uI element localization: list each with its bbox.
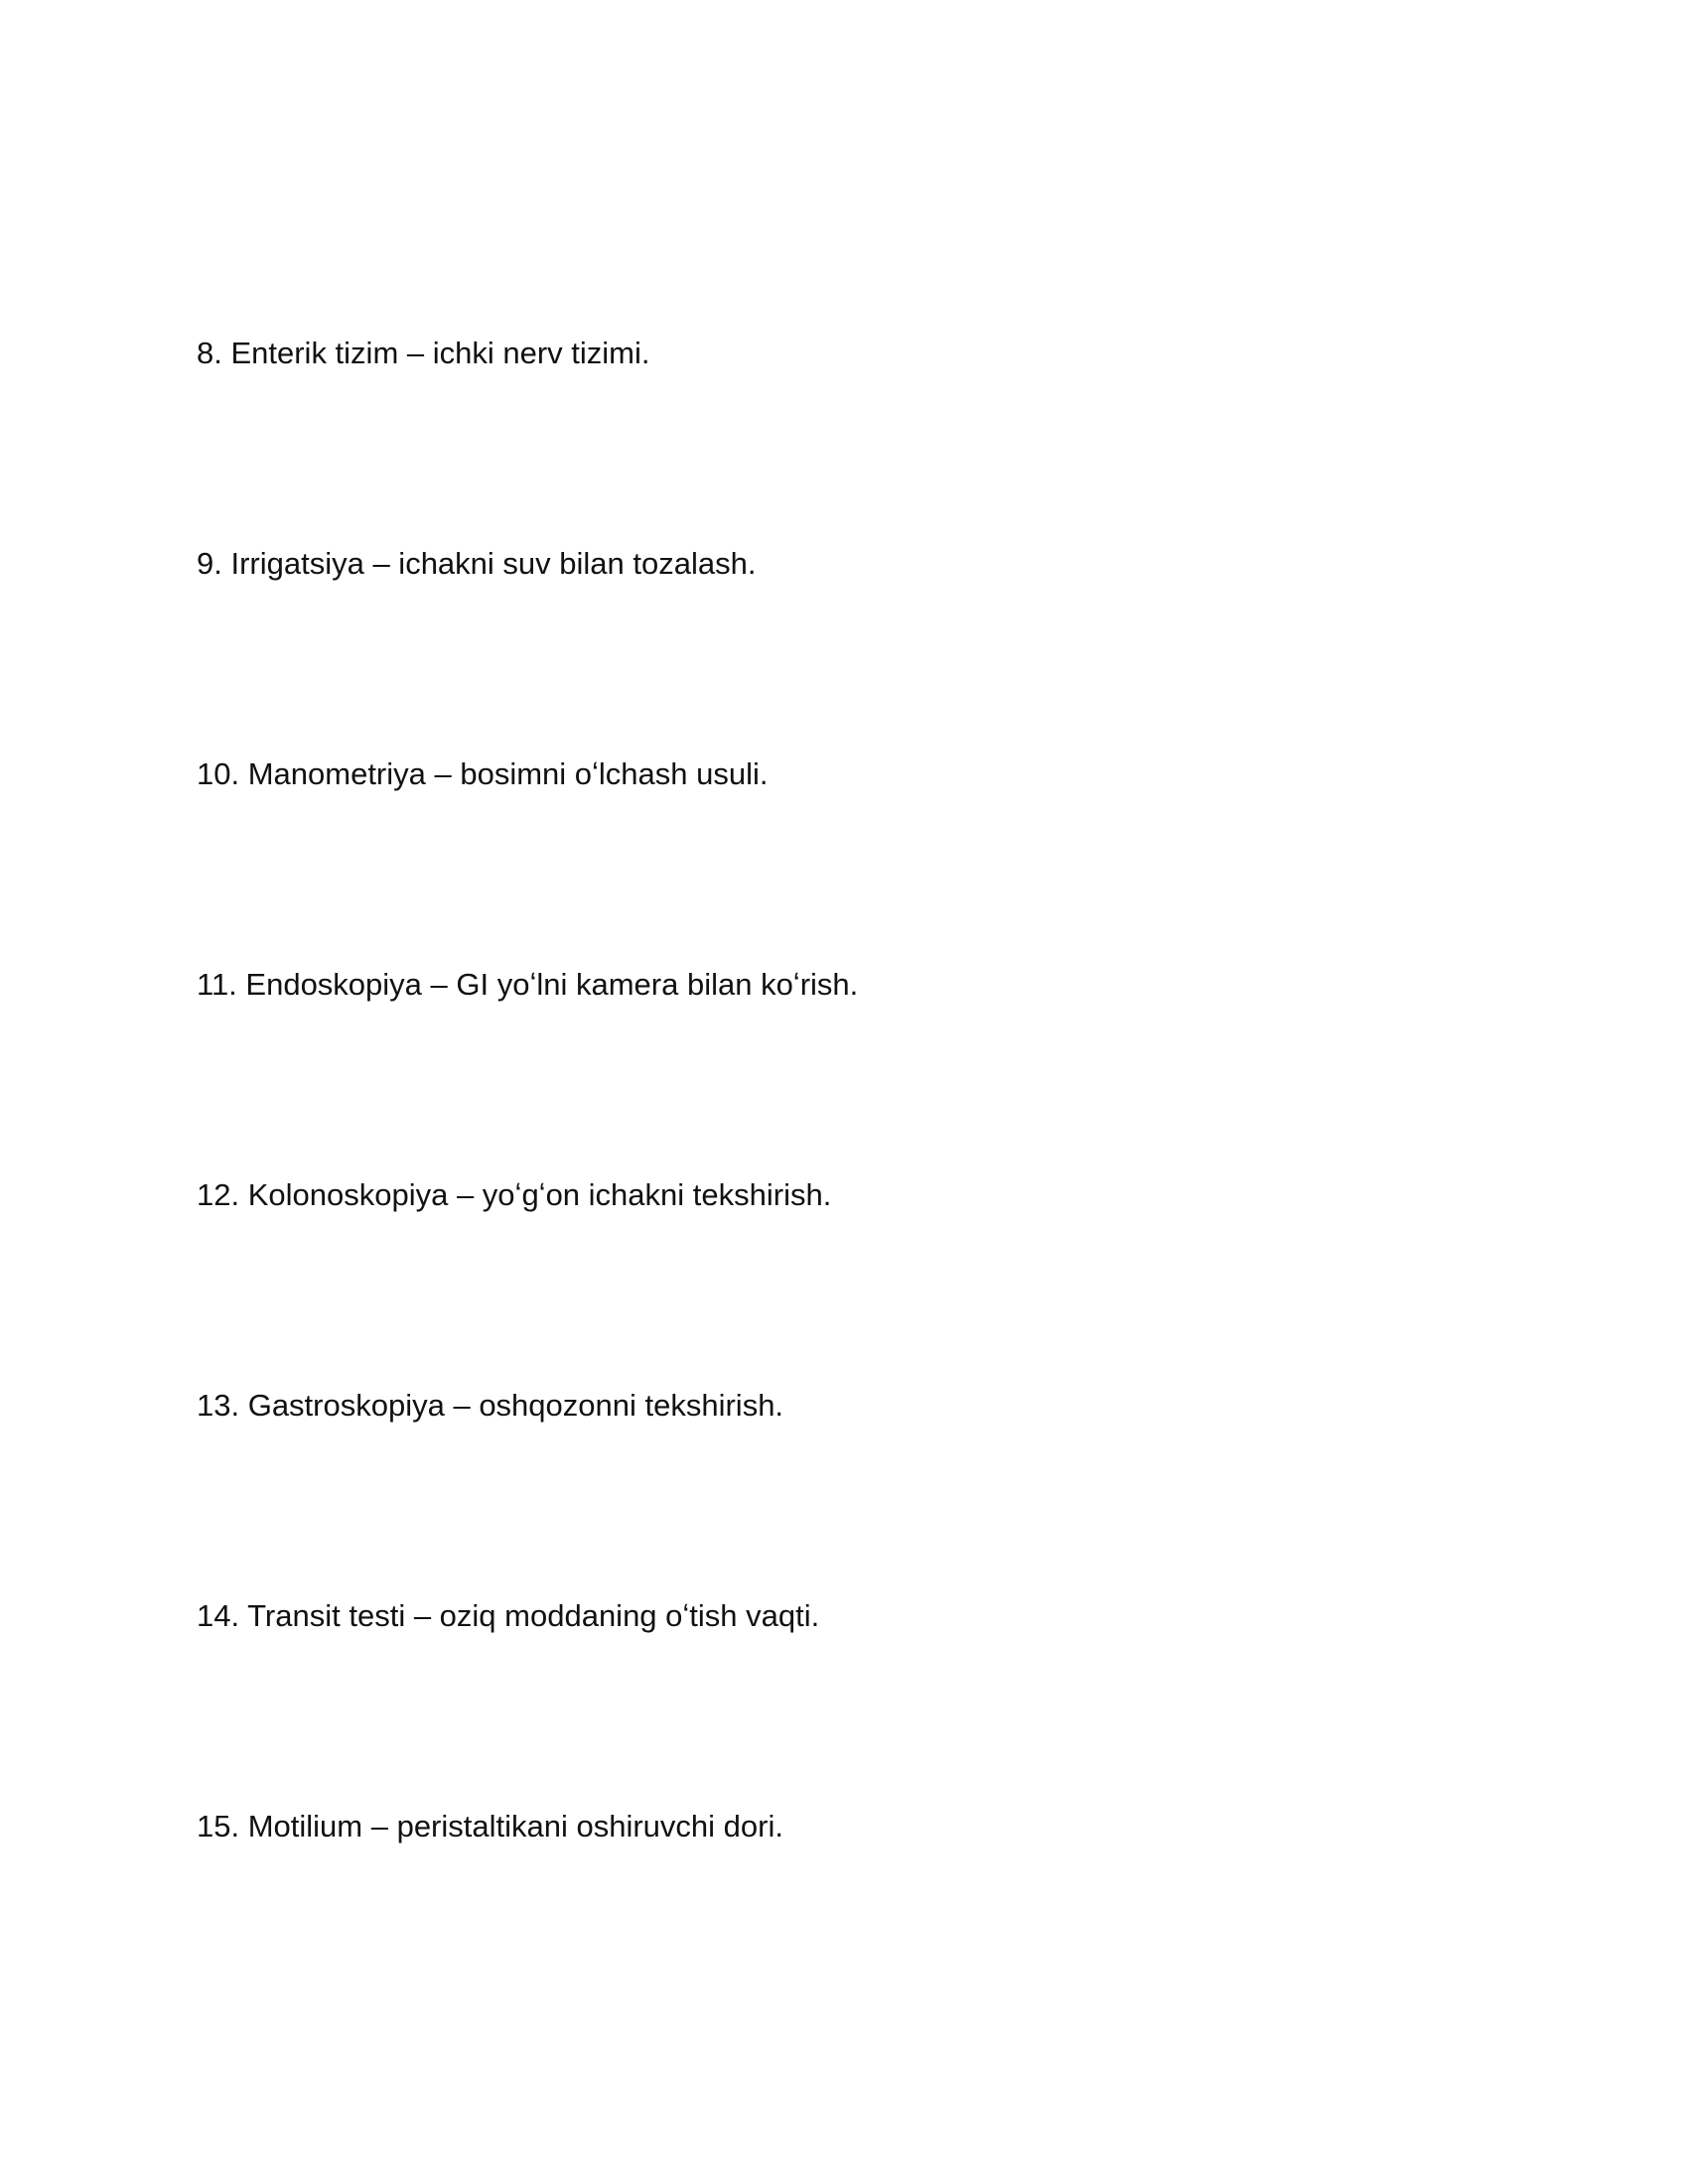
list-item: 8. Enterik tizim – ichki nerv tizimi. [197, 336, 650, 370]
list-item: 13. Gastroskopiya – oshqozonni tekshirish. [197, 1388, 784, 1423]
list-item: 15. Motilium – peristaltikani oshiruvchi dori. [197, 1809, 783, 1843]
list-item: 11. Endoskopiya – GI yoʻlni kamera bilan koʻrish. [197, 967, 859, 1002]
list-item: 9. Irrigatsiya – ichakni suv bilan tozalash. [197, 546, 757, 581]
list-item: 14. Transit testi – oziq moddaning oʻtish vaqti. [197, 1598, 820, 1633]
list-item: 10. Manometriya – bosimni oʻlchash usuli. [197, 756, 769, 791]
glossary-list [197, 334, 1487, 2017]
list-item: 12. Kolonoskopiya – yoʻgʻon ichakni tekshirish. [197, 1177, 832, 1212]
